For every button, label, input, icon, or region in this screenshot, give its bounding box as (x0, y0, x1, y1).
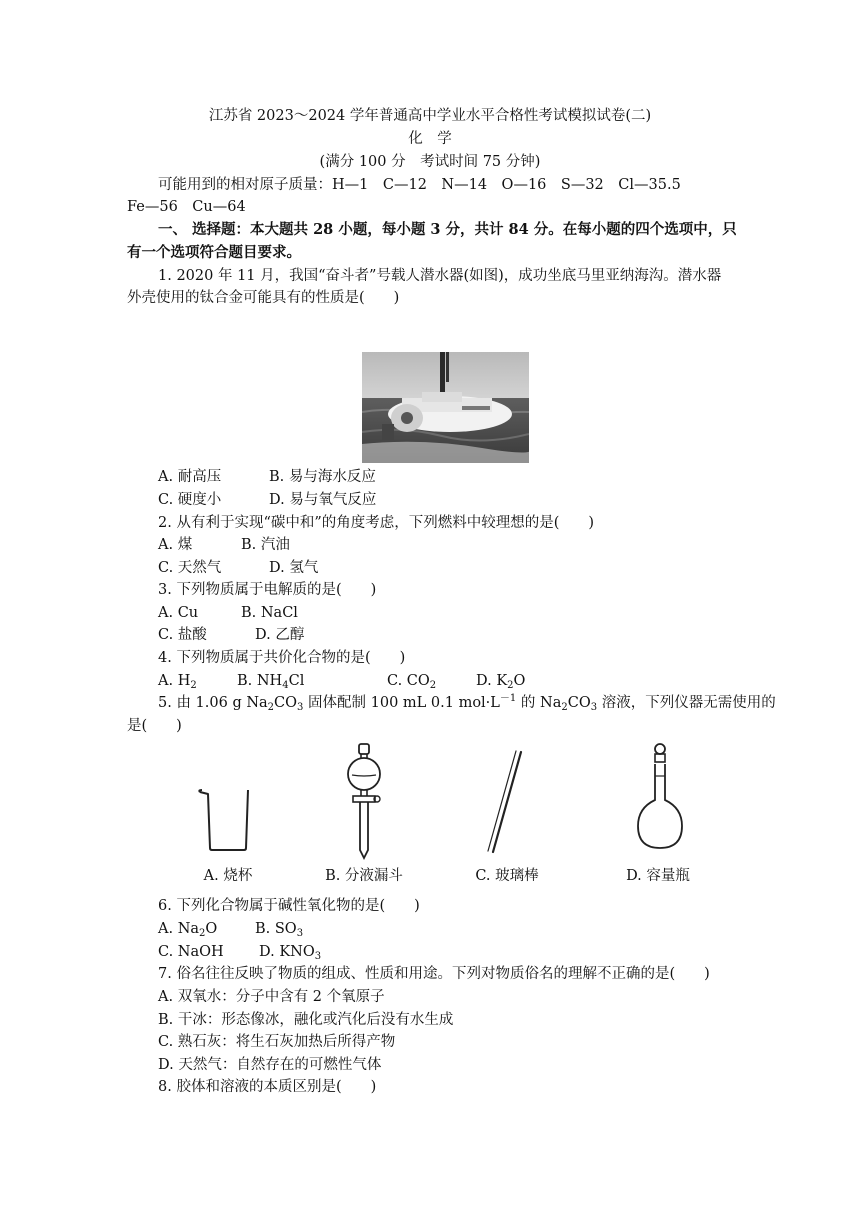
atomic-masses-line2: Fe—56 Cu—64 (127, 199, 246, 215)
q2-option-c: C. 天然气 (158, 560, 222, 576)
q1-option-a: A. 耐高压 (158, 469, 222, 485)
q1-option-c: C. 硬度小 (158, 492, 222, 508)
q4-option-c: C. $CO_2$ (387, 673, 437, 691)
q5-option-b: B. 分液漏斗 (325, 868, 403, 884)
submersible-photo (362, 352, 529, 463)
separatory-funnel-icon (339, 742, 389, 862)
q4-option-a: A. $H_2$ (158, 673, 197, 691)
q5-option-a: A. 烧杯 (203, 868, 253, 884)
glass-rod-icon (487, 748, 527, 858)
q6-stem: 6. 下列化合物属于碱性氧化物的是( ) (158, 898, 420, 914)
q7-stem: 7. 俗名往往反映了物质的组成、性质和用途。下列对物质俗名的理解不正确的是( ) (158, 966, 710, 982)
q1-option-b: B. 易与海水反应 (269, 469, 376, 485)
q3-option-d: D. 乙醇 (255, 627, 305, 643)
q3-option-a: A. Cu (158, 605, 199, 621)
q2-option-b: B. 汽油 (241, 537, 290, 553)
subject-title: 化 学 (408, 131, 452, 147)
q4-stem: 4. 下列物质属于共价化合物的是( ) (158, 650, 406, 666)
q3-option-c: C. 盐酸 (158, 627, 207, 643)
atomic-masses-line1: 可能用到的相对原子质量：H—1 C—12 N—14 O—16 S—32 Cl—35.5 (158, 177, 681, 193)
q7-option-d: D. 天然气：自然存在的可燃性气体 (158, 1057, 382, 1073)
q4-option-d: D. $K_2O$ (476, 673, 526, 691)
q5-option-c: C. 玻璃棒 (475, 868, 539, 884)
q8-stem: 8. 胶体和溶液的本质区别是( ) (158, 1079, 377, 1095)
q5-stem-line2: 是( ) (127, 718, 182, 734)
q3-stem: 3. 下列物质属于电解质的是( ) (158, 582, 377, 598)
q7-option-a: A. 双氧水：分子中含有 2 个氧原子 (158, 989, 385, 1005)
q3-option-b: B. NaCl (241, 605, 298, 621)
q5-stem-line1: 5. 由 1.06 g $Na_2CO_3$ 固体配制 100 mL 0.1 $mol\cdot L^{-1}$ 的 $Na_2CO_3$ 溶液，下列仪器无需使用的 (158, 693, 776, 713)
q6-option-b: B. $SO_3$ (255, 921, 304, 939)
section1-heading-line1: 一、 选择题：本大题共 28 小题，每小题 3 分，共计 84 分。在每小题的四个选项中，只 (158, 221, 737, 238)
q2-stem: 2. 从有利于实现“碳中和”的角度考虑，下列燃料中较理想的是( ) (158, 515, 595, 531)
q7-option-b: B. 干冰：形态像冰，融化或汽化后没有水生成 (158, 1012, 454, 1028)
q7-option-c: C. 熟石灰：将生石灰加热后所得产物 (158, 1034, 396, 1050)
q4-option-b: B. $NH_4Cl$ (237, 673, 305, 691)
q2-option-d: D. 氢气 (269, 560, 319, 576)
exam-info: (满分 100 分 考试时间 75 分钟) (319, 154, 541, 170)
q1-stem-line1: 1. 2020 年 11 月，我国“奋斗者”号载人潜水器(如图)，成功坐底马里亚纳海沟。潜水器 (158, 268, 722, 284)
exam-title: 江苏省 2023～2024 学年普通高中学业水平合格性考试模拟试卷(二) (208, 108, 652, 124)
q2-option-a: A. 煤 (158, 537, 193, 553)
q1-stem-line2: 外壳使用的钛合金可能具有的性质是( ) (127, 290, 400, 306)
q6-option-c: C. NaOH (158, 944, 224, 960)
q6-option-d: D. $KNO_3$ (259, 944, 322, 962)
q6-option-a: A. $Na_2O$ (158, 921, 218, 939)
beaker-icon (198, 788, 258, 852)
q5-option-d: D. 容量瓶 (626, 868, 690, 884)
volumetric-flask-icon (634, 742, 694, 854)
q1-option-d: D. 易与氧气反应 (269, 492, 377, 508)
section1-heading-line2: 有一个选项符合题目要求。 (127, 244, 301, 261)
